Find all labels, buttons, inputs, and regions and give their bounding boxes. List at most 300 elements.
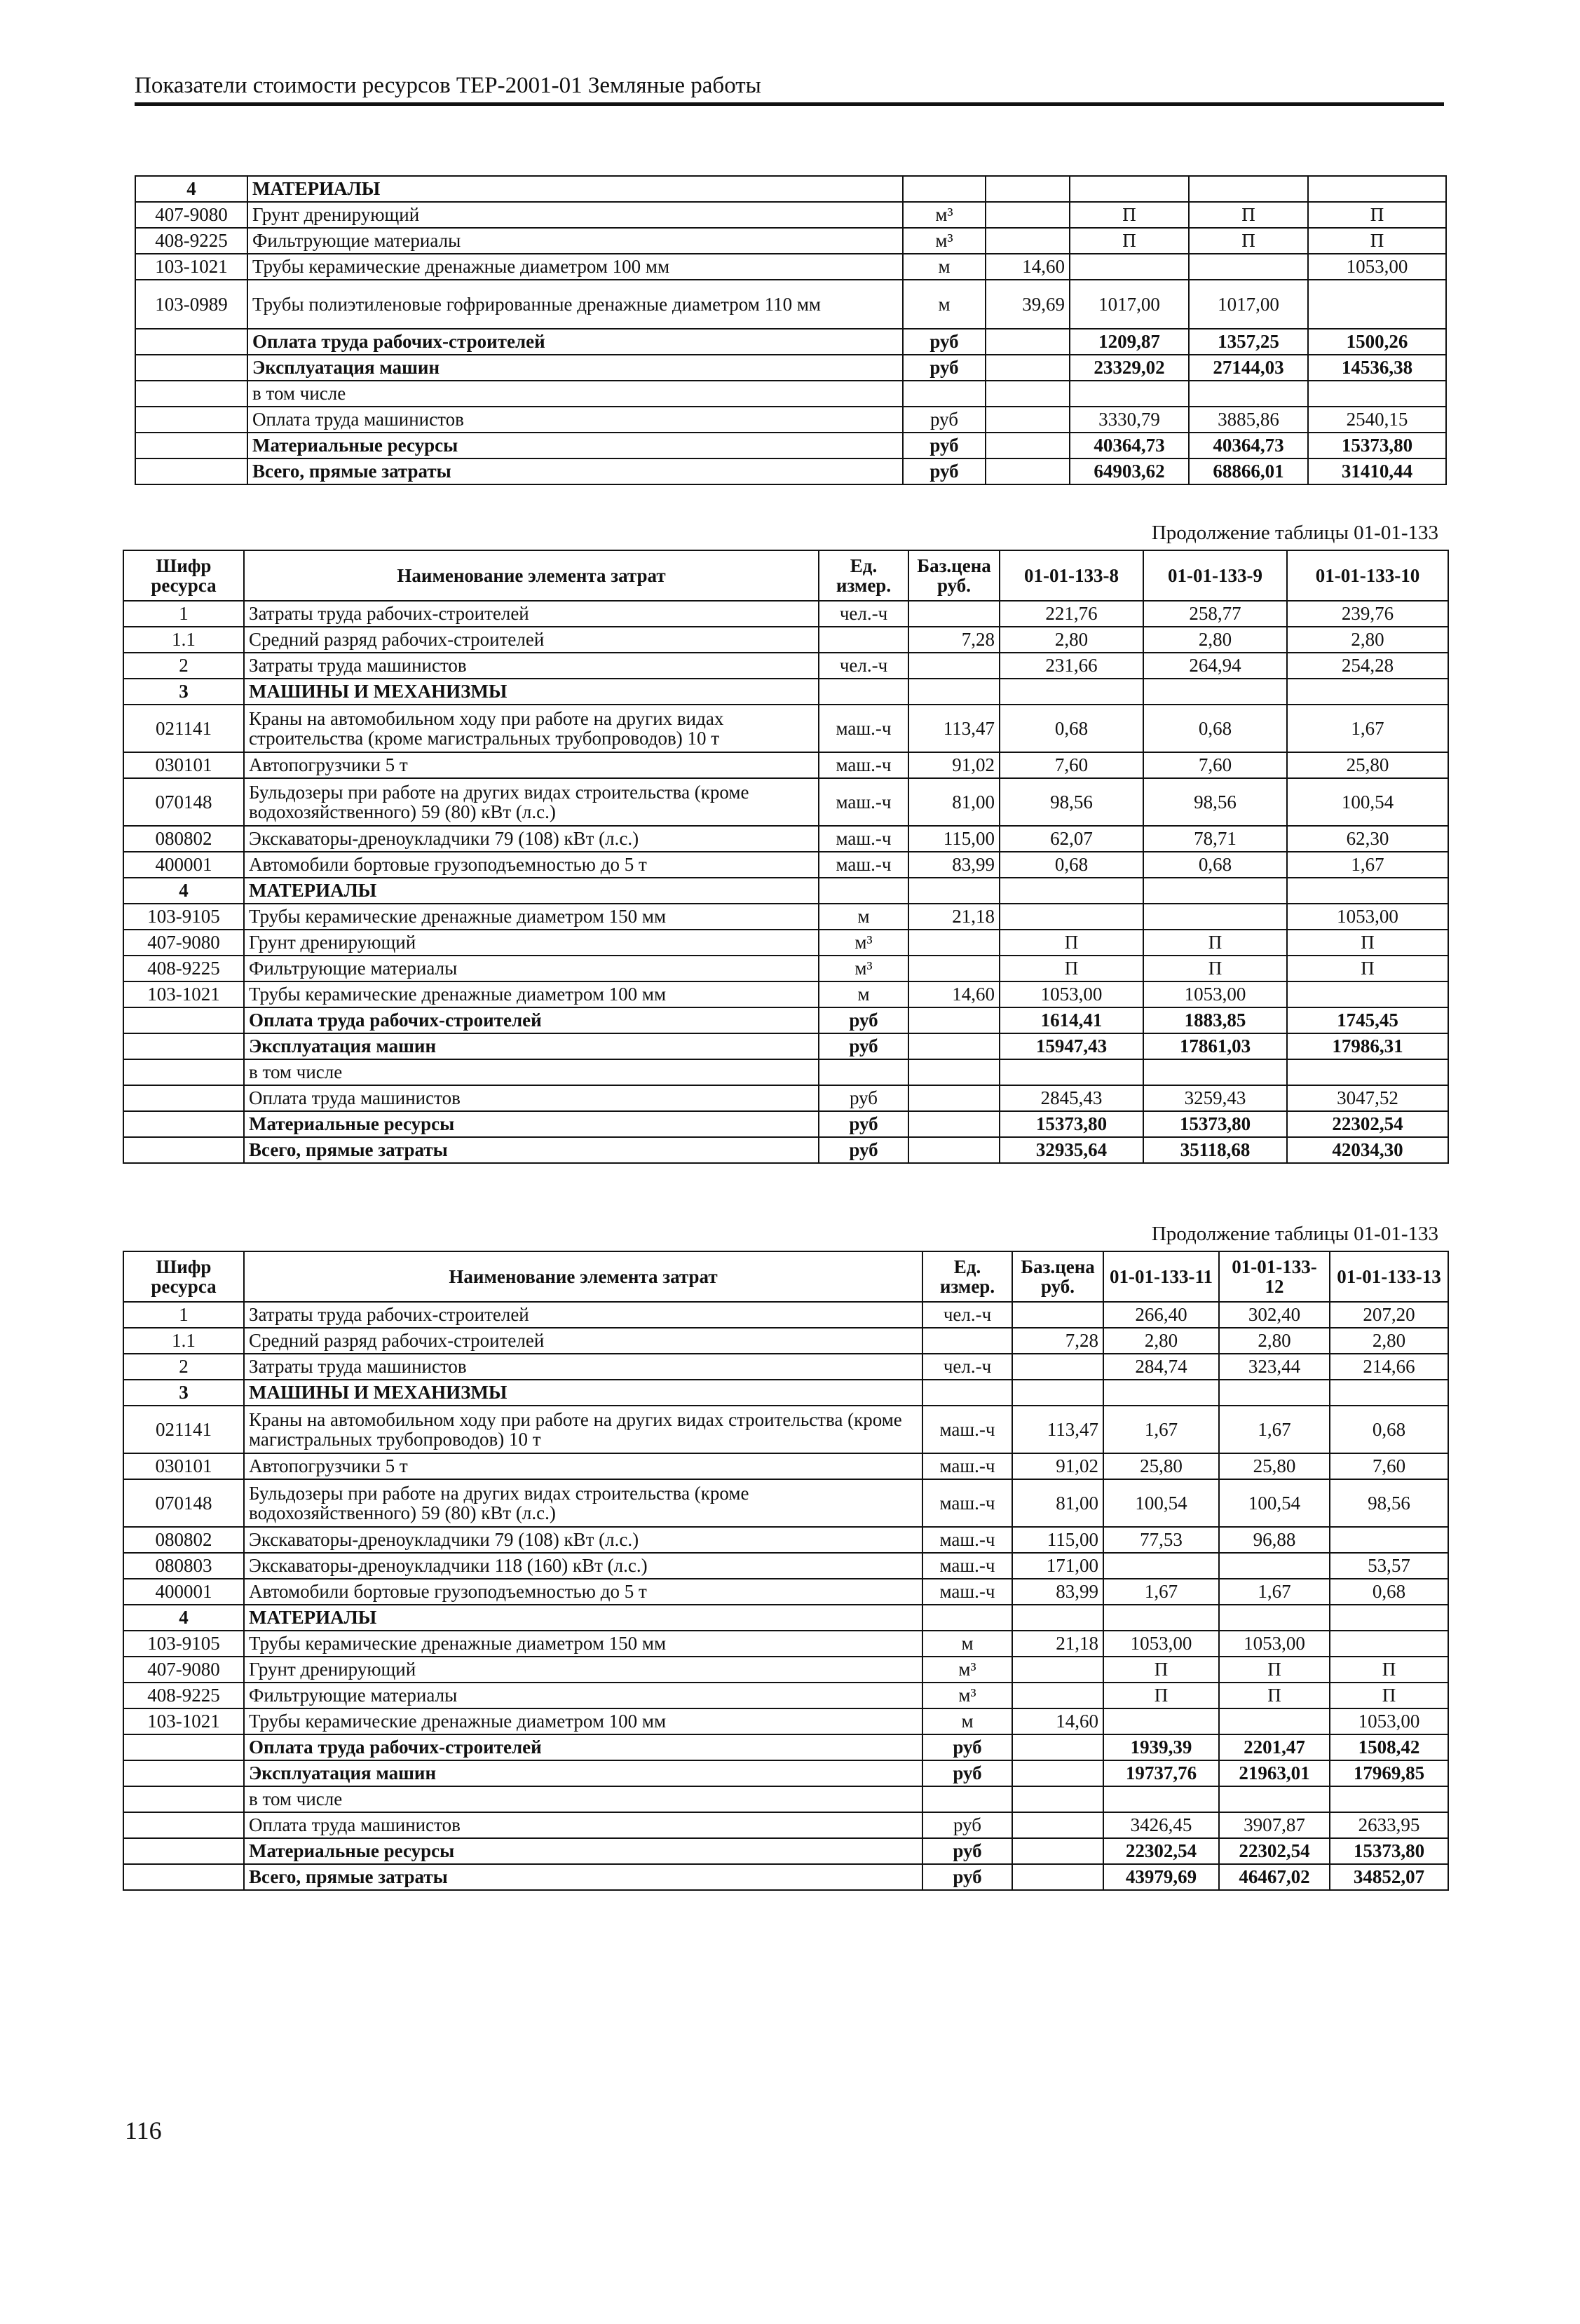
base-price-cell: 91,02 (1012, 1453, 1103, 1479)
table-row (123, 1708, 1448, 1734)
unit-cell: чел.-ч (819, 601, 908, 627)
table-row (123, 1527, 1448, 1553)
value-cell: 98,56 (1000, 778, 1143, 826)
base-price-cell (1012, 1812, 1103, 1838)
value-cell: П (1189, 228, 1308, 254)
value-cell: 1053,00 (1287, 904, 1448, 930)
resource-name-cell: Грунт дренирующий (244, 930, 819, 956)
value-cell: 3330,79 (1070, 407, 1189, 433)
unit-cell: маш.-ч (922, 1453, 1012, 1479)
value-cell: 1,67 (1219, 1406, 1330, 1453)
value-cell: П (1287, 930, 1448, 956)
value-cell: 19737,76 (1103, 1760, 1219, 1786)
table-row (123, 1657, 1448, 1683)
value-cell: 22302,54 (1103, 1838, 1219, 1864)
value-cell: 98,56 (1143, 778, 1287, 826)
table-body (123, 1251, 1448, 1890)
value-cell (1308, 176, 1446, 202)
table-row (135, 254, 1446, 280)
resource-code-cell (135, 433, 247, 458)
unit-cell (819, 1059, 908, 1085)
table-row (123, 1605, 1448, 1631)
value-cell: 27144,03 (1189, 355, 1308, 381)
resource-code-cell: 030101 (123, 752, 244, 778)
table-row (123, 852, 1448, 878)
resource-code-cell: 103-1021 (135, 254, 247, 280)
value-cell: 231,66 (1000, 653, 1143, 679)
base-price-cell (1012, 1354, 1103, 1380)
value-cell: П (1000, 956, 1143, 981)
table-row (123, 1631, 1448, 1657)
header-cell-unit: Ед. измер. (819, 550, 908, 601)
page-header (135, 67, 1444, 107)
value-cell: 100,54 (1219, 1479, 1330, 1527)
table-body (135, 176, 1446, 484)
value-cell: 1053,00 (1103, 1631, 1219, 1657)
unit-cell (903, 176, 986, 202)
value-cell (1103, 1605, 1219, 1631)
table-row (123, 1734, 1448, 1760)
value-cell: П (1189, 202, 1308, 228)
resource-code-cell: 3 (123, 1380, 244, 1406)
value-cell: 17986,31 (1287, 1033, 1448, 1059)
value-cell: 98,56 (1330, 1479, 1448, 1527)
value-cell (1330, 1380, 1448, 1406)
value-cell (1143, 1059, 1287, 1085)
value-cell: 25,80 (1103, 1453, 1219, 1479)
resource-code-cell: 408-9225 (135, 228, 247, 254)
resource-name-cell: Средний разряд рабочих-строителей (244, 627, 819, 653)
value-cell: 3426,45 (1103, 1812, 1219, 1838)
table-row (123, 981, 1448, 1007)
value-cell: 0,68 (1143, 852, 1287, 878)
base-price-cell: 81,00 (1012, 1479, 1103, 1527)
resource-name-cell: Оплата труда машинистов (244, 1812, 922, 1838)
resource-code-cell (135, 381, 247, 407)
header-rule (135, 102, 1444, 106)
value-cell: 15373,80 (1330, 1838, 1448, 1864)
resource-name-cell: Трубы керамические дренажные диаметром 100 мм (244, 981, 819, 1007)
base-price-cell: 91,02 (908, 752, 1000, 778)
resource-code-cell: 080802 (123, 1527, 244, 1553)
value-cell: 1053,00 (1143, 981, 1287, 1007)
unit-cell: маш.-ч (819, 852, 908, 878)
table-row (123, 1864, 1448, 1890)
table-row (135, 433, 1446, 458)
value-cell: 266,40 (1103, 1302, 1219, 1328)
resource-name-cell: Автопогрузчики 5 т (244, 752, 819, 778)
unit-cell: руб (819, 1007, 908, 1033)
table-row (123, 1553, 1448, 1579)
unit-cell: руб (819, 1111, 908, 1137)
resource-code-cell (123, 1864, 244, 1890)
base-price-cell (908, 1137, 1000, 1163)
value-cell: П (1000, 930, 1143, 956)
value-cell: 254,28 (1287, 653, 1448, 679)
value-cell: 258,77 (1143, 601, 1287, 627)
value-cell: 1,67 (1287, 705, 1448, 752)
value-cell: 62,07 (1000, 826, 1143, 852)
header-cell-price: Баз.цена руб. (1012, 1251, 1103, 1302)
resource-code-cell (123, 1838, 244, 1864)
page-number: 116 (125, 2116, 162, 2145)
resource-code-cell: 4 (135, 176, 247, 202)
resource-code-cell (123, 1760, 244, 1786)
value-cell: 302,40 (1219, 1302, 1330, 1328)
resource-name-cell: Трубы керамические дренажные диаметром 100 мм (247, 254, 903, 280)
value-cell (1330, 1527, 1448, 1553)
table-row (123, 1786, 1448, 1812)
base-price-cell (986, 202, 1070, 228)
unit-cell: м (922, 1708, 1012, 1734)
value-cell: 15373,80 (1143, 1111, 1287, 1137)
unit-cell: м³ (922, 1657, 1012, 1683)
value-cell: 1508,42 (1330, 1734, 1448, 1760)
value-cell: 40364,73 (1189, 433, 1308, 458)
resource-code-cell (123, 1085, 244, 1111)
resource-name-cell: Трубы керамические дренажные диаметром 100 мм (244, 1708, 922, 1734)
unit-cell: руб (819, 1137, 908, 1163)
resource-code-cell: 407-9080 (123, 930, 244, 956)
value-cell: 1939,39 (1103, 1734, 1219, 1760)
resource-code-cell: 070148 (123, 778, 244, 826)
value-cell (1000, 679, 1143, 705)
base-price-cell: 39,69 (986, 280, 1070, 329)
base-price-cell: 7,28 (1012, 1328, 1103, 1354)
value-cell: П (1308, 228, 1446, 254)
resource-code-cell (123, 1812, 244, 1838)
value-cell: 1053,00 (1330, 1708, 1448, 1734)
value-cell: 239,76 (1287, 601, 1448, 627)
base-price-cell: 171,00 (1012, 1553, 1103, 1579)
value-cell: 40364,73 (1070, 433, 1189, 458)
value-cell: 2540,15 (1308, 407, 1446, 433)
base-price-cell (908, 1111, 1000, 1137)
table-row (123, 1838, 1448, 1864)
base-price-cell: 115,00 (908, 826, 1000, 852)
unit-cell: руб (903, 458, 986, 484)
table-row (123, 930, 1448, 956)
value-cell: 214,66 (1330, 1354, 1448, 1380)
resource-code-cell: 1.1 (123, 627, 244, 653)
base-price-cell (908, 956, 1000, 981)
table-row (123, 1406, 1448, 1453)
value-cell: П (1330, 1657, 1448, 1683)
unit-cell: руб (922, 1812, 1012, 1838)
value-cell: 34852,07 (1330, 1864, 1448, 1890)
resource-name-cell: Фильтрующие материалы (244, 956, 819, 981)
resource-name-cell: МАТЕРИАЛЫ (244, 878, 819, 904)
table-row (123, 1059, 1448, 1085)
resource-code-cell (123, 1033, 244, 1059)
table-row (123, 1033, 1448, 1059)
value-cell: П (1308, 202, 1446, 228)
unit-cell: маш.-ч (819, 778, 908, 826)
base-price-cell (1012, 1657, 1103, 1683)
value-cell: 1745,45 (1287, 1007, 1448, 1033)
table-row (123, 1760, 1448, 1786)
value-cell: П (1143, 930, 1287, 956)
value-cell: 22302,54 (1219, 1838, 1330, 1864)
resource-code-cell: 080803 (123, 1553, 244, 1579)
resource-name-cell: Трубы керамические дренажные диаметром 150 мм (244, 904, 819, 930)
unit-cell: м³ (903, 228, 986, 254)
resource-name-cell: Автомобили бортовые грузоподъемностью до 5 т (244, 852, 819, 878)
table-resources-11-13 (123, 1251, 1449, 1891)
value-cell (1219, 1553, 1330, 1579)
value-cell: 42034,30 (1287, 1137, 1448, 1163)
resource-code-cell: 408-9225 (123, 956, 244, 981)
table-row (123, 627, 1448, 653)
resource-code-cell: 1.1 (123, 1328, 244, 1354)
value-cell (1219, 1605, 1330, 1631)
resource-name-cell: Краны на автомобильном ходу при работе на других видах строительства (кроме магистральных трубопроводов) 10 т (244, 1406, 922, 1453)
value-cell (1103, 1708, 1219, 1734)
header-cell-unit: Ед. измер. (922, 1251, 1012, 1302)
value-cell (1070, 381, 1189, 407)
value-cell: 25,80 (1219, 1453, 1330, 1479)
resource-name-cell: Оплата труда машинистов (247, 407, 903, 433)
resource-name-cell: МАШИНЫ И МЕХАНИЗМЫ (244, 679, 819, 705)
table-row (123, 1111, 1448, 1137)
resource-name-cell: Материальные ресурсы (247, 433, 903, 458)
resource-name-cell: Затраты труда машинистов (244, 1354, 922, 1380)
value-cell: 3885,86 (1189, 407, 1308, 433)
header-cell-price: Баз.цена руб. (908, 550, 1000, 601)
value-cell: 3047,52 (1287, 1085, 1448, 1111)
header-cell-code: Шифр ресурса (123, 550, 244, 601)
value-cell: 68866,01 (1189, 458, 1308, 484)
resource-code-cell: 400001 (123, 852, 244, 878)
value-cell: 32935,64 (1000, 1137, 1143, 1163)
value-cell: 3259,43 (1143, 1085, 1287, 1111)
value-cell: 64903,62 (1070, 458, 1189, 484)
table-row (123, 956, 1448, 981)
table-header-row (123, 550, 1448, 601)
unit-cell (819, 878, 908, 904)
table-row (123, 653, 1448, 679)
value-cell (1308, 280, 1446, 329)
unit-cell: маш.-ч (922, 1527, 1012, 1553)
value-cell: 15373,80 (1308, 433, 1446, 458)
unit-cell (922, 1380, 1012, 1406)
value-cell: 14536,38 (1308, 355, 1446, 381)
value-cell: 100,54 (1287, 778, 1448, 826)
value-cell (1287, 679, 1448, 705)
base-price-cell: 21,18 (908, 904, 1000, 930)
value-cell: 2845,43 (1000, 1085, 1143, 1111)
table-row (123, 1453, 1448, 1479)
table-row (135, 458, 1446, 484)
value-cell: П (1219, 1683, 1330, 1708)
resource-name-cell: Оплата труда рабочих-строителей (244, 1007, 819, 1033)
table-row (123, 778, 1448, 826)
value-cell: 2,80 (1330, 1328, 1448, 1354)
unit-cell (922, 1328, 1012, 1354)
header-cell-name: Наименование элемента затрат (244, 550, 819, 601)
unit-cell: маш.-ч (922, 1553, 1012, 1579)
unit-cell: м (819, 981, 908, 1007)
value-cell (1000, 904, 1143, 930)
unit-cell (819, 679, 908, 705)
resource-name-cell: Фильтрующие материалы (244, 1683, 922, 1708)
value-cell: 207,20 (1330, 1302, 1448, 1328)
base-price-cell (986, 176, 1070, 202)
base-price-cell: 81,00 (908, 778, 1000, 826)
table-row (123, 705, 1448, 752)
resource-code-cell (135, 407, 247, 433)
value-cell: 284,74 (1103, 1354, 1219, 1380)
unit-cell: маш.-ч (922, 1406, 1012, 1453)
value-cell (1330, 1786, 1448, 1812)
value-cell: 7,60 (1000, 752, 1143, 778)
value-cell (1219, 1708, 1330, 1734)
resource-code-cell: 103-9105 (123, 1631, 244, 1657)
header-cell-v1: 01-01-133-8 (1000, 550, 1143, 601)
base-price-cell (908, 601, 1000, 627)
value-cell: 1,67 (1103, 1579, 1219, 1605)
resource-name-cell: Оплата труда машинистов (244, 1085, 819, 1111)
base-price-cell (908, 1007, 1000, 1033)
header-cell-v2: 01-01-133-9 (1143, 550, 1287, 601)
value-cell (1287, 878, 1448, 904)
value-cell (1070, 254, 1189, 280)
base-price-cell (1012, 1838, 1103, 1864)
value-cell: П (1219, 1657, 1330, 1683)
resource-name-cell: Средний разряд рабочих-строителей (244, 1328, 922, 1354)
value-cell: 77,53 (1103, 1527, 1219, 1553)
table-row (135, 407, 1446, 433)
value-cell: 2,80 (1143, 627, 1287, 653)
table-row (135, 381, 1446, 407)
value-cell: 1357,25 (1189, 329, 1308, 355)
value-cell: П (1070, 228, 1189, 254)
value-cell (1000, 878, 1143, 904)
base-price-cell (1012, 1864, 1103, 1890)
resource-name-cell: Бульдозеры при работе на других видах строительства (кроме водохозяйственного) 59 (80) кВт (л.с.) (244, 1479, 922, 1527)
resource-name-cell: Краны на автомобильном ходу при работе на других видах строительства (кроме магистральных трубопроводов) 10 т (244, 705, 819, 752)
base-price-cell: 21,18 (1012, 1631, 1103, 1657)
unit-cell: руб (903, 407, 986, 433)
resource-name-cell: Затраты труда рабочих-строителей (244, 1302, 922, 1328)
unit-cell: м (903, 280, 986, 329)
value-cell: П (1070, 202, 1189, 228)
value-cell: 1209,87 (1070, 329, 1189, 355)
resource-code-cell (135, 355, 247, 381)
resource-code-cell (123, 1111, 244, 1137)
table-row (123, 904, 1448, 930)
resource-code-cell: 3 (123, 679, 244, 705)
resource-name-cell: Всего, прямые затраты (244, 1864, 922, 1890)
unit-cell: руб (922, 1760, 1012, 1786)
table-resources-8-10 (123, 550, 1449, 1164)
value-cell: 0,68 (1330, 1579, 1448, 1605)
table-row (123, 601, 1448, 627)
value-cell: 1053,00 (1000, 981, 1143, 1007)
value-cell: 15947,43 (1000, 1033, 1143, 1059)
table-row (123, 1812, 1448, 1838)
unit-cell (922, 1786, 1012, 1812)
resource-code-cell: 408-9225 (123, 1683, 244, 1708)
resource-name-cell: Бульдозеры при работе на других видах строительства (кроме водохозяйственного) 59 (80) кВт (л.с.) (244, 778, 819, 826)
unit-cell: маш.-ч (922, 1579, 1012, 1605)
resource-code-cell (123, 1007, 244, 1033)
value-cell (1143, 679, 1287, 705)
value-cell: 7,60 (1330, 1453, 1448, 1479)
value-cell: 17969,85 (1330, 1760, 1448, 1786)
resource-name-cell: Оплата труда рабочих-строителей (247, 329, 903, 355)
resource-name-cell: Эксплуатация машин (244, 1033, 819, 1059)
resource-name-cell: МАШИНЫ И МЕХАНИЗМЫ (244, 1380, 922, 1406)
unit-cell: м (922, 1631, 1012, 1657)
value-cell (1287, 1059, 1448, 1085)
table-row (123, 878, 1448, 904)
unit-cell: м (903, 254, 986, 280)
resource-code-cell (123, 1059, 244, 1085)
unit-cell: чел.-ч (819, 653, 908, 679)
resource-code-cell: 030101 (123, 1453, 244, 1479)
base-price-cell (986, 433, 1070, 458)
base-price-cell (986, 355, 1070, 381)
value-cell: 0,68 (1000, 705, 1143, 752)
table-row (135, 355, 1446, 381)
table-row (123, 1479, 1448, 1527)
resource-code-cell (135, 458, 247, 484)
header-cell-v3: 01-01-133-10 (1287, 550, 1448, 601)
resource-code-cell: 4 (123, 1605, 244, 1631)
unit-cell: маш.-ч (819, 705, 908, 752)
resource-code-cell: 103-1021 (123, 1708, 244, 1734)
base-price-cell: 14,60 (1012, 1708, 1103, 1734)
unit-cell: чел.-ч (922, 1354, 1012, 1380)
header-cell-code: Шифр ресурса (123, 1251, 244, 1302)
value-cell: 15373,80 (1000, 1111, 1143, 1137)
value-cell: 2201,47 (1219, 1734, 1330, 1760)
value-cell (1070, 176, 1189, 202)
resource-code-cell: 4 (123, 878, 244, 904)
resource-name-cell: Оплата труда рабочих-строителей (244, 1734, 922, 1760)
unit-cell: м³ (819, 930, 908, 956)
resource-name-cell: Эксплуатация машин (244, 1760, 922, 1786)
value-cell: 1017,00 (1070, 280, 1189, 329)
base-price-cell: 14,60 (986, 254, 1070, 280)
value-cell: 1,67 (1287, 852, 1448, 878)
resource-name-cell: Трубы керамические дренажные диаметром 150 мм (244, 1631, 922, 1657)
value-cell: П (1143, 956, 1287, 981)
base-price-cell: 7,28 (908, 627, 1000, 653)
table-caption: Продолжение таблицы 01-01-133 (1151, 1223, 1438, 1245)
base-price-cell (908, 1085, 1000, 1111)
value-cell: 2,80 (1219, 1328, 1330, 1354)
base-price-cell: 115,00 (1012, 1527, 1103, 1553)
value-cell: 0,68 (1143, 705, 1287, 752)
resource-code-cell: 407-9080 (135, 202, 247, 228)
value-cell (1189, 176, 1308, 202)
table-header-row (123, 1251, 1448, 1302)
resource-code-cell (135, 329, 247, 355)
base-price-cell (986, 381, 1070, 407)
resource-name-cell: Экскаваторы-дреноукладчики 79 (108) кВт (л.с.) (244, 826, 819, 852)
header-cell-name: Наименование элемента затрат (244, 1251, 922, 1302)
value-cell: 1,67 (1219, 1579, 1330, 1605)
resource-name-cell: МАТЕРИАЛЫ (247, 176, 903, 202)
header-cell-v3: 01-01-133-13 (1330, 1251, 1448, 1302)
value-cell (1287, 981, 1448, 1007)
table-caption: Продолжение таблицы 01-01-133 (1151, 522, 1438, 544)
table-row (123, 1683, 1448, 1708)
resource-name-cell: Трубы полиэтиленовые гофрированные дренажные диаметром 110 мм (247, 280, 903, 329)
value-cell: П (1287, 956, 1448, 981)
